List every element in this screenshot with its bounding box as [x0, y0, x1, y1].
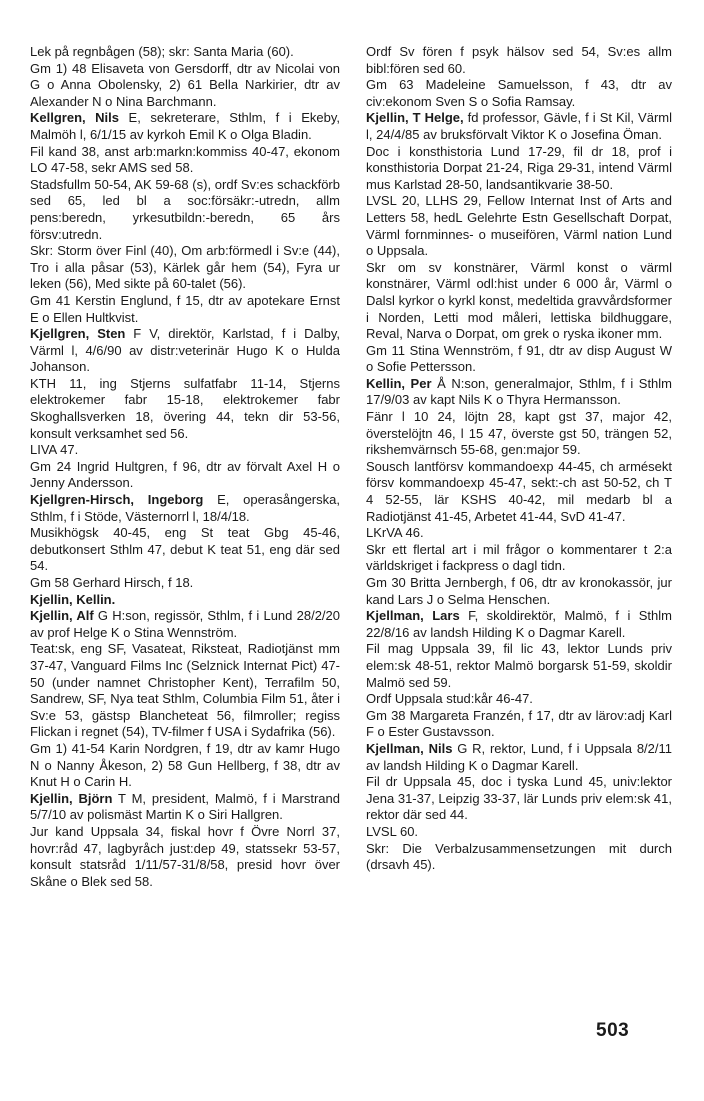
right-column: [366, 44, 672, 874]
entry-line: [366, 525, 672, 542]
entry-line: [30, 293, 340, 326]
entry-headword: Kjellman, Nils: [366, 740, 453, 756]
biography-entry: [366, 110, 672, 143]
entry-text: Fänr l 10 24, löjtn 28, kapt gst 37, major 42, överstelöjtn 46, l 15 47, överste gst 50, trängen 52, rikshemvärnsch 55-68, gen:major 59.: [366, 409, 672, 458]
entry-text: Ordf Sv fören f psyk hälsov sed 54, Sv:es allm bibl:fören sed 60.: [366, 44, 672, 76]
entry-text: Gm 38 Margareta Franzén, f 17, dtr av lärov:adj Karl F o Ester Gustavsson.: [366, 707, 672, 740]
entry-text: Jur kand Uppsala 34, fiskal hovr f Övre Norrl 37, hovr:råd 47, lagbyråch just:dep 49, statssekr 53-57, konsult statsråd 1/11/57-31/8/58, presid hovr över Skåne o Blek sed 58.: [30, 823, 340, 889]
entry-text: G R, rektor, Lund, f i Uppsala 8/2/11 av landsh Hilding K o Dagmar Karell.: [366, 740, 673, 773]
entry-text: T M, president, Malmö, f i Marstrand 5/7/10 av polismäst Martin K o Siri Hallgren.: [30, 790, 340, 823]
entry-line: [366, 575, 672, 608]
biography-entry: [30, 592, 340, 609]
entry-line: [30, 641, 340, 741]
entry-line: [366, 144, 672, 194]
page-number: 503: [596, 1020, 630, 1041]
entry-headword: Kjellin, Alf: [30, 608, 94, 624]
entry-text: Fil dr Uppsala 45, doc i tyska Lund 45, univ:lektor Jena 31-37, Leipzig 33-37, lär Lunds priv elem:sk 41, rektor där sed 44.: [366, 774, 672, 823]
entry-line: [30, 824, 340, 890]
entry-text: Teat:sk, eng SF, Vasateat, Riksteat, Radiotjänst mm 37-47, Vanguard Films Inc (Selznick Internat Pict) 47-50 (under namnet Christopher Kent), Terrafilm 50, Sandrew, SF, Nya teat Sthlm, Columbia Film 51, åter i Sv:e 53, gästsp Blancheteat 56, filmroller; regiss Flickan i regnet (54), TV-filmer f USA i Sydafrika (56).: [30, 641, 340, 740]
entry-line: [366, 841, 672, 874]
entry-text: Gm 30 Britta Jernbergh, f 06, dtr av kronokassör, jur kand Lars J o Selma Henschen.: [366, 575, 672, 607]
entry-line: [30, 177, 340, 243]
entry-text: Fil mag Uppsala 39, fil lic 43, lektor Lunds priv elem:sk 48-51, rektor Malmö borgarsk 51-59, skoldir Malmö sed 59.: [366, 641, 672, 690]
left-column: [30, 44, 340, 890]
entry-text: Lek på regnbågen (58); skr: Santa Maria (60).: [30, 44, 294, 59]
entry-line: [366, 708, 672, 741]
entry-text: fd professor, Gävle, f i St Kil, Värml l, 24/4/85 av bruksförvalt Viktor K o Josefina Öman.: [366, 110, 673, 142]
entry-line: [30, 575, 340, 592]
entry-text: E, operasångerska, Sthlm, f i Stöde, Västernorrl l, 18/4/18.: [30, 492, 340, 524]
entry-text: Gm 41 Kerstin Englund, f 15, dtr av apotekare Ernst E o Ellen Hultkvist.: [30, 292, 340, 325]
entry-headword: Kjellin, Kellin.: [30, 591, 116, 607]
biography-entry: [30, 608, 340, 641]
entry-line: [30, 442, 340, 459]
entry-line: [30, 525, 340, 575]
entry-line: [366, 260, 672, 343]
entry-text: Gm 1) 48 Elisaveta von Gersdorff, dtr av Nicolai von G o Anna Obolensky, 2) 61 Bella Narkirier, dtr av Alexander N o Nina Barchmann.: [30, 60, 340, 109]
biography-entry: [30, 326, 340, 376]
entry-line: [366, 459, 672, 525]
entry-line: [366, 44, 672, 77]
entry-text: LVSL 60.: [366, 823, 419, 839]
biography-entry: [366, 741, 672, 774]
entry-text: Gm 24 Ingrid Hultgren, f 96, dtr av förvalt Axel H o Jenny Andersson.: [30, 458, 340, 491]
entry-line: [366, 641, 672, 691]
entry-line: [366, 824, 672, 841]
entry-text: Gm 58 Gerhard Hirsch, f 18.: [30, 575, 194, 590]
entry-text: Å N:son, generalmajor, Sthlm, f i Sthlm 17/9/03 av kapt Nils K o Thyra Hermansson.: [366, 375, 672, 408]
entry-line: [30, 459, 340, 492]
biography-entry: [30, 492, 340, 525]
entry-line: [30, 376, 340, 442]
entry-text: Skr ett flertal art i mil frågor o kommentarer t 2:a världskriget i fackpress o dagl tidn.: [366, 541, 672, 574]
biography-entry: [30, 791, 340, 824]
entry-line: [366, 77, 672, 110]
biography-entry: [30, 110, 340, 143]
entry-text: LVSL 20, LLHS 29, Fellow Internat Inst of Arts and Letters 58, hedL Gelehrte Estn Gesellschaft Dorpat, Värml fornminnes- o museifören, Värml nation Lund o Uppsala.: [366, 193, 672, 259]
entry-text: G H:son, regissör, Sthlm, f i Lund 28/2/20 av prof Helge K o Stina Wennström.: [30, 608, 340, 640]
entry-text: E, sekreterare, Sthlm, f i Ekeby, Malmöh l, 6/1/15 av kyrkoh Emil K o Olga Bladin.: [30, 110, 341, 142]
entry-headword: Kjellgren-Hirsch, Ingeborg: [30, 492, 204, 508]
entry-line: [30, 741, 340, 791]
entry-text: LKrVA 46.: [366, 525, 424, 541]
entry-text: Gm 63 Madeleine Samuelsson, f 43, dtr av civ:ekonom Sven S o Sofia Ramsay.: [366, 77, 672, 109]
entry-text: F V, direktör, Karlstad, f i Dalby, Värml l, 4/6/90 av distr:veterinär Hugo K o Hulda Johanson.: [30, 326, 340, 375]
entry-line: [30, 61, 340, 111]
entry-text: Ordf Uppsala stud:kår 46-47.: [366, 691, 533, 707]
entry-text: Sousch lantförsv kommandoexp 44-45, ch armésekt försv kommandoexp 45-47, sekt:-ch ast 50-52, ch T 4 52-55, lär KSHS 40-42, mil medarb bl a Radiotjänst 41-45, Arbetet 41-44, SvD 41-47.: [366, 458, 672, 524]
entry-text: Stadsfullm 50-54, AK 59-68 (s), ordf Sv:es schackförb sed 65, led bl a soc:försäkr:-utredn, allm pens:beredn, yrkesutbildn:-beredn, 65 års försv:utredn.: [30, 176, 340, 242]
entry-text: Gm 11 Stina Wennström, f 91, dtr av disp August W o Sofie Pettersson.: [366, 342, 672, 375]
entry-text: F, skoldirektör, Malmö, f i Sthlm 22/8/16 av landsh Hilding K o Dagmar Karell.: [366, 608, 672, 640]
entry-text: Skr: Die Verbalzusammensetzungen mit durch (drsavh 45).: [366, 840, 672, 873]
entry-line: [30, 243, 340, 293]
entry-headword: Kjellgren, Sten: [30, 326, 126, 342]
entry-text: LIVA 47.: [30, 442, 79, 458]
biography-entry: [366, 376, 672, 409]
entry-headword: Kjellman, Lars: [366, 608, 460, 624]
entry-text: Skr om sv konstnärer, Värml konst o värml konstnärer, Värml odl:hist under 6 000 år, Värml o Dalsl kyrkor o kyrkl konst, medeltida gravvårdsformer i Norden, Letti mod måleri, lettiska bildhuggare, Reval, Narva o Dorpat, om grek o ryska ikoner mm.: [366, 259, 672, 342]
entry-headword: Kellin, Per: [366, 375, 432, 391]
entry-text: KTH 11, ing Stjerns sulfatfabr 11-14, Stjerns elektrokemer fabr 15-18, elektrokemer fabr Skoghallsverken 18, övering 44, tekn dir 53-56, konsult verksamhet sed 56.: [30, 375, 340, 441]
entry-text: Fil kand 38, anst arb:markn:kommiss 40-47, ekonom LO 47-58, sekr AMS sed 58.: [30, 143, 340, 176]
entry-text: Skr: Storm över Finl (40), Om arb:förmedl i Sv:e (44), Tro i alla påsar (53), Kärlek går hem (54), Fyra ur leken (56), Med sikte på 60-talet (56).: [30, 243, 340, 292]
entry-line: [366, 542, 672, 575]
entry-line: [366, 343, 672, 376]
entry-text: Musikhögsk 40-45, eng St teat Gbg 45-46, debutkonsert Sthlm 47, debut K teat 51, eng där sed 54.: [30, 525, 340, 574]
entry-line: [366, 691, 672, 708]
entry-text: Doc i konsthistoria Lund 17-29, fil dr 18, prof i konsthistoria Dorpat 21-24, Riga 29-31, intend Värml mus Karlstad 28-50, landsantikvarie 38-50.: [366, 143, 672, 192]
entry-line: [366, 774, 672, 824]
entry-line: [30, 44, 340, 61]
entry-text: Gm 1) 41-54 Karin Nordgren, f 19, dtr av kamr Hugo N o Nanny Åkeson, 2) 58 Gun Hellberg, f 38, dtr av Knut H o Carin H.: [30, 740, 340, 790]
entry-line: [30, 144, 340, 177]
entry-headword: Kjellin, T Helge,: [366, 110, 464, 126]
biography-entry: [366, 608, 672, 641]
entry-headword: Kellgren, Nils: [30, 110, 120, 126]
entry-headword: Kjellin, Björn: [30, 790, 113, 806]
entry-line: [366, 193, 672, 259]
entry-line: [366, 409, 672, 459]
